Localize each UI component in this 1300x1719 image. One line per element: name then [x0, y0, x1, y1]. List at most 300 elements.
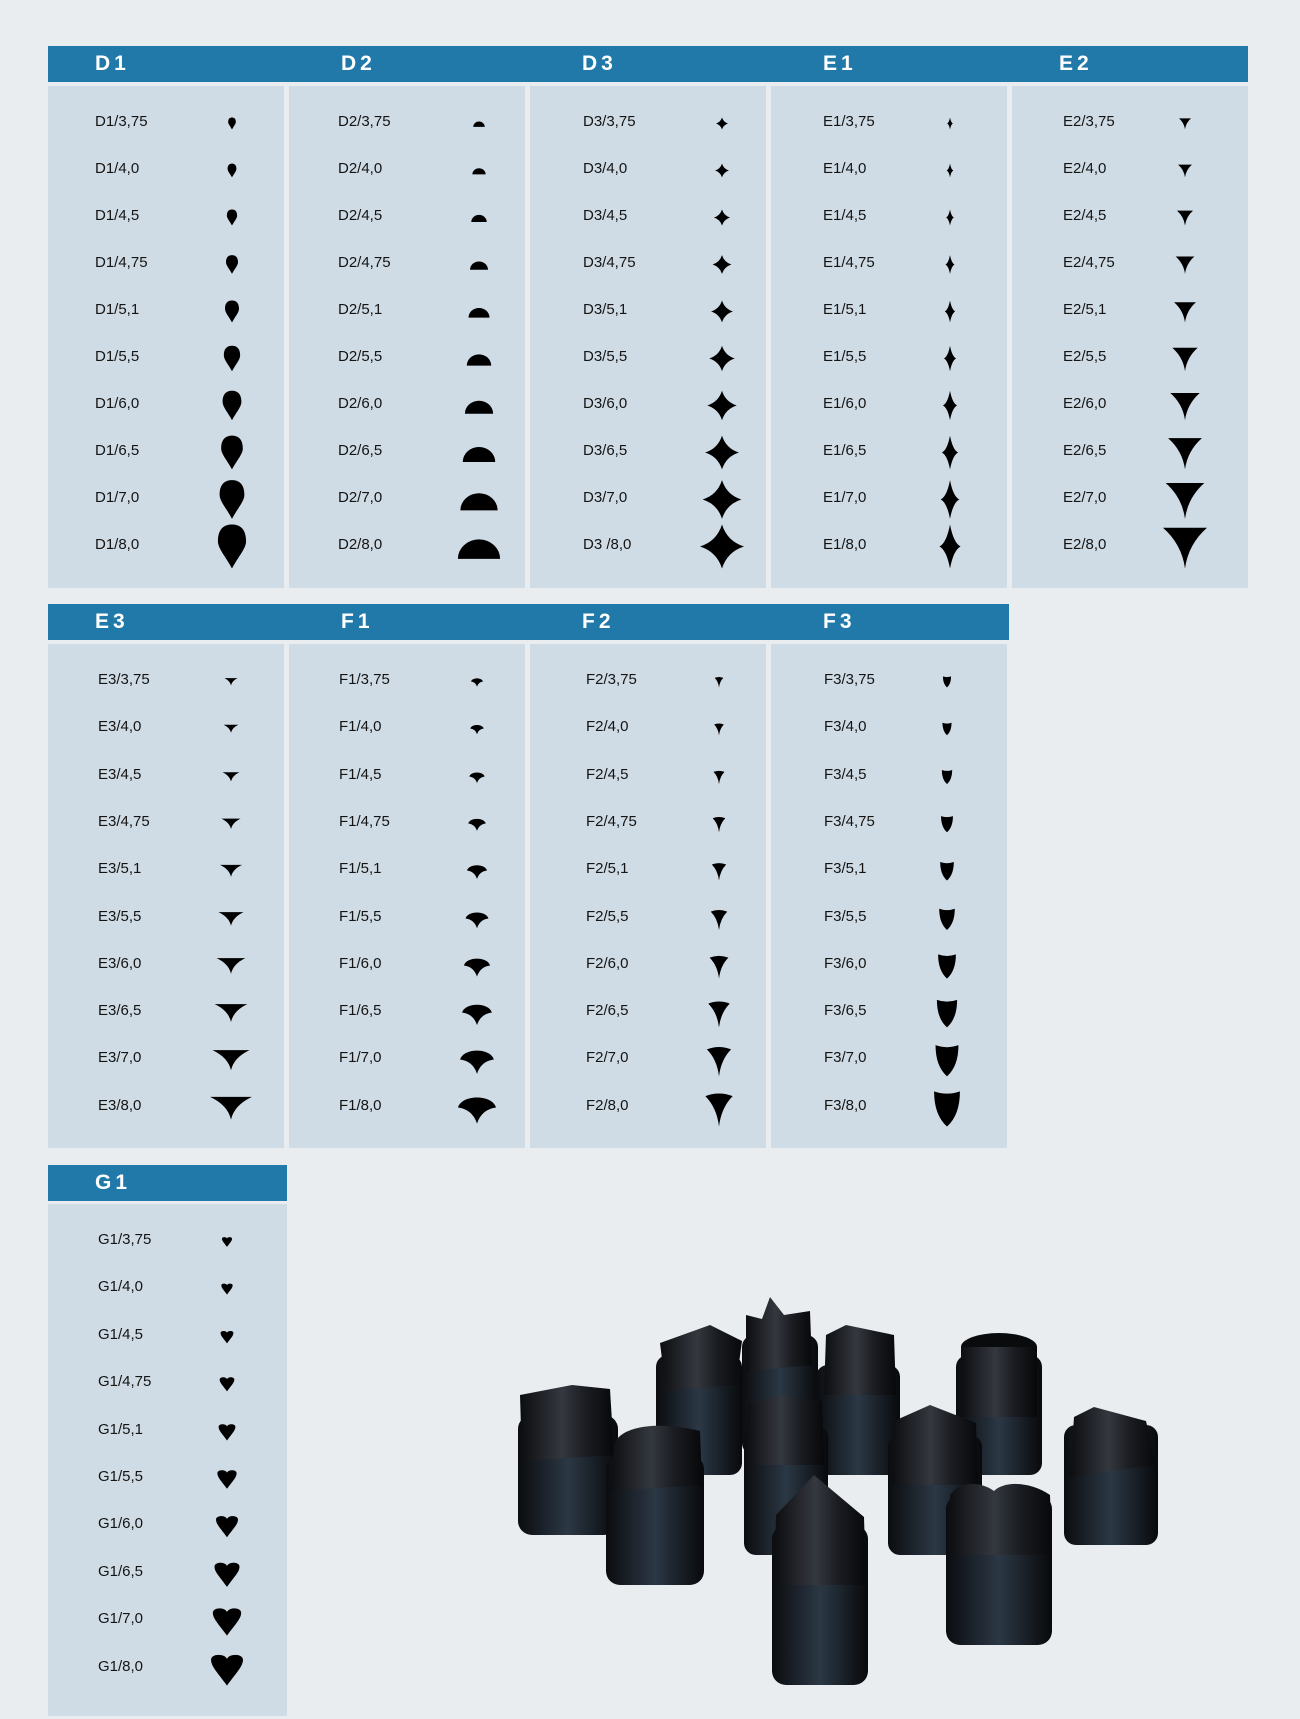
punch-code: D2/3,75 — [338, 113, 391, 130]
list-item — [1012, 194, 1248, 241]
punch-code: F3/6,5 — [824, 1002, 867, 1020]
half-circle-icon — [449, 429, 509, 476]
list-item — [48, 753, 284, 800]
teardrop-icon-shape — [225, 301, 239, 323]
list-item — [771, 147, 1007, 194]
fan-icon-shape — [466, 912, 489, 928]
group-title: D1 — [95, 52, 130, 75]
punch-code: D1/3,75 — [95, 113, 148, 130]
list-item — [771, 1084, 1007, 1131]
list-item — [771, 942, 1007, 989]
punch-code: D2/6,0 — [338, 395, 383, 412]
list-item — [48, 895, 284, 942]
punch-code: F2/7,0 — [586, 1049, 629, 1067]
punch-code: F2/4,5 — [586, 765, 629, 783]
list-item — [289, 100, 525, 147]
punch-code: D2/4,75 — [338, 254, 391, 271]
narrow-diamond-star-icon-shape — [947, 118, 953, 130]
four-point-star-icon — [692, 523, 752, 570]
punch-code: D3/5,1 — [583, 301, 628, 318]
punch-code: F2/4,0 — [586, 718, 629, 736]
shield-icon — [917, 658, 977, 705]
heart-icon-shape — [215, 1563, 240, 1587]
punch-code: E1/7,0 — [823, 489, 867, 506]
half-circle-icon-shape — [471, 215, 486, 222]
punch-code: F3/6,0 — [824, 954, 867, 972]
narrow-diamond-star-icon-shape — [947, 164, 954, 178]
wide-triangle-icon-shape — [210, 1097, 252, 1120]
list-item — [48, 1360, 284, 1407]
list-item — [1012, 523, 1248, 570]
heart-icon — [197, 1313, 257, 1360]
teardrop-icon — [202, 335, 262, 382]
concave-triangle-icon — [1155, 194, 1215, 241]
list-item — [289, 1084, 525, 1131]
narrow-diamond-star-icon-shape — [946, 209, 954, 225]
heart-icon-shape — [211, 1654, 243, 1685]
four-point-star-icon-shape — [709, 346, 734, 371]
heart-icon-shape — [222, 1237, 232, 1247]
wide-triangle-icon-shape — [217, 958, 246, 974]
list-item — [530, 753, 766, 800]
list-item — [530, 382, 766, 429]
punch-code: E1/4,5 — [823, 207, 867, 224]
heart-icon — [197, 1502, 257, 1549]
shield-icon-shape — [938, 954, 956, 978]
list-item — [289, 147, 525, 194]
half-circle-icon — [449, 476, 509, 523]
heart-icon — [197, 1265, 257, 1312]
punch-code: F2/3,75 — [586, 671, 637, 688]
heart-icon-shape — [216, 1516, 238, 1537]
concave-triangle-icon-shape — [1163, 528, 1207, 569]
list-item — [1012, 288, 1248, 335]
punch-code: F2/6,0 — [586, 954, 629, 972]
list-item — [530, 895, 766, 942]
teardrop-icon-shape — [226, 255, 238, 274]
list-item — [48, 1313, 284, 1360]
punch-dies-photo-icon — [510, 1295, 1190, 1695]
narrow-fan-icon — [689, 800, 749, 847]
list-item — [530, 429, 766, 476]
punch-code: D1/4,75 — [95, 254, 148, 271]
narrow-diamond-star-icon — [920, 147, 980, 194]
list-item — [48, 194, 284, 241]
list-item — [1012, 429, 1248, 476]
punch-code: D1/4,5 — [95, 207, 140, 224]
punch-code: G1/6,5 — [98, 1562, 144, 1580]
fan-icon-shape — [468, 819, 485, 831]
concave-triangle-icon — [1155, 523, 1215, 570]
narrow-fan-icon — [689, 658, 749, 705]
half-circle-icon — [449, 147, 509, 194]
wide-triangle-icon — [201, 800, 261, 847]
list-item — [48, 1550, 284, 1597]
teardrop-icon-shape — [224, 346, 240, 371]
concave-triangle-icon-shape — [1168, 438, 1202, 469]
group-column-f1 — [289, 644, 525, 1148]
teardrop-icon-shape — [223, 391, 242, 420]
list-item — [530, 800, 766, 847]
list-item — [530, 194, 766, 241]
half-circle-icon-shape — [470, 261, 488, 269]
list-item — [289, 382, 525, 429]
list-item — [48, 1455, 284, 1502]
punch-code: D2/5,5 — [338, 348, 383, 365]
shield-icon — [917, 895, 977, 942]
group-column-e1 — [771, 86, 1007, 588]
list-item — [48, 523, 284, 570]
group-header-e2 — [1012, 46, 1248, 82]
list-item — [771, 523, 1007, 570]
teardrop-icon — [202, 382, 262, 429]
heart-icon — [197, 1597, 257, 1644]
teardrop-icon-shape — [227, 209, 237, 225]
shield-icon-shape — [936, 1046, 959, 1077]
wide-triangle-icon — [201, 942, 261, 989]
half-circle-icon — [449, 382, 509, 429]
four-point-star-icon — [692, 288, 752, 335]
narrow-diamond-star-icon — [920, 523, 980, 570]
four-point-star-icon — [692, 382, 752, 429]
teardrop-icon-shape — [228, 118, 236, 130]
list-item — [289, 335, 525, 382]
group-title: F3 — [823, 610, 856, 633]
list-item — [48, 429, 284, 476]
wide-triangle-icon-shape — [220, 865, 242, 877]
list-item — [530, 335, 766, 382]
concave-triangle-icon-shape — [1176, 257, 1195, 274]
punch-code: E2/6,5 — [1063, 442, 1107, 459]
list-item — [771, 288, 1007, 335]
list-item — [289, 705, 525, 752]
list-item — [289, 241, 525, 288]
punch-code: D3/4,0 — [583, 160, 628, 177]
wide-triangle-icon — [201, 658, 261, 705]
wide-triangle-icon — [201, 847, 261, 894]
list-item — [1012, 100, 1248, 147]
list-item — [48, 241, 284, 288]
heart-icon-shape — [213, 1609, 241, 1636]
list-item — [48, 942, 284, 989]
group-column-e2 — [1012, 86, 1248, 588]
four-point-star-icon-shape — [714, 209, 730, 225]
group-header-f1 — [294, 604, 535, 640]
heart-icon-shape — [221, 1331, 234, 1343]
list-item — [1012, 335, 1248, 382]
narrow-fan-icon — [689, 705, 749, 752]
punch-code: E1/5,5 — [823, 348, 867, 365]
group-column-d2 — [289, 86, 525, 588]
four-point-star-icon-shape — [711, 301, 733, 323]
list-item — [771, 705, 1007, 752]
half-circle-icon — [449, 288, 509, 335]
punch-code: E2/5,5 — [1063, 348, 1107, 365]
punch-code: E1/5,1 — [823, 301, 867, 318]
half-circle-icon-shape — [473, 122, 485, 127]
list-item — [771, 335, 1007, 382]
narrow-fan-icon — [689, 895, 749, 942]
punch-code: D1/4,0 — [95, 160, 140, 177]
list-item — [48, 335, 284, 382]
fan-icon — [447, 658, 507, 705]
group-column-f2 — [530, 644, 766, 1148]
punch-code: E3/7,0 — [98, 1049, 142, 1067]
punch-code: D3/6,0 — [583, 395, 628, 412]
fan-icon — [447, 942, 507, 989]
punch-code: D1/6,0 — [95, 395, 140, 412]
punch-code: F1/5,5 — [339, 907, 382, 925]
list-item — [771, 753, 1007, 800]
punch-code: D3/3,75 — [583, 113, 636, 130]
shield-icon — [917, 989, 977, 1036]
list-item — [48, 658, 284, 705]
punch-code: F3/3,75 — [824, 671, 875, 688]
punch-code: D2/7,0 — [338, 489, 383, 506]
punch-code: F2/8,0 — [586, 1096, 629, 1114]
group-column-d1 — [48, 86, 284, 588]
shield-icon-shape — [940, 862, 954, 881]
punch-code: G1/4,75 — [98, 1373, 152, 1391]
concave-triangle-icon-shape — [1166, 483, 1205, 519]
shield-icon — [917, 800, 977, 847]
half-circle-icon — [449, 100, 509, 147]
list-item — [289, 942, 525, 989]
list-item — [1012, 382, 1248, 429]
list-item — [530, 147, 766, 194]
fan-icon-shape — [462, 1005, 492, 1025]
list-item — [530, 658, 766, 705]
punch-code: F1/3,75 — [339, 671, 390, 688]
wide-triangle-icon-shape — [218, 912, 243, 926]
list-item — [771, 658, 1007, 705]
list-item — [1012, 241, 1248, 288]
punch-code: D1/5,5 — [95, 348, 140, 365]
narrow-diamond-star-icon-shape — [945, 301, 956, 323]
list-item — [289, 1036, 525, 1083]
list-item — [771, 895, 1007, 942]
wide-triangle-icon — [201, 753, 261, 800]
punch-code: D3/4,75 — [583, 254, 636, 271]
punch-code: E3/3,75 — [98, 671, 150, 688]
list-item — [289, 658, 525, 705]
punch-code: E3/4,75 — [98, 812, 150, 830]
header-bar-row2 — [48, 604, 1009, 640]
punch-code: D3/5,5 — [583, 348, 628, 365]
list-item — [530, 1084, 766, 1131]
narrow-fan-icon-shape — [712, 863, 726, 880]
punch-code: E3/6,5 — [98, 1002, 142, 1020]
fan-icon — [447, 705, 507, 752]
teardrop-icon — [202, 100, 262, 147]
wide-triangle-icon — [201, 705, 261, 752]
punch-code: D1/5,1 — [95, 301, 140, 318]
four-point-star-icon-shape — [700, 525, 744, 569]
punch-code: F2/6,5 — [586, 1002, 629, 1020]
four-point-star-icon-shape — [705, 436, 739, 470]
punch-code: E3/6,0 — [98, 954, 142, 972]
punch-code: F1/4,5 — [339, 765, 382, 783]
list-item — [771, 382, 1007, 429]
list-item — [48, 100, 284, 147]
wide-triangle-icon — [201, 895, 261, 942]
narrow-fan-icon-shape — [713, 770, 724, 783]
fan-icon — [447, 1036, 507, 1083]
teardrop-icon-shape — [218, 525, 246, 569]
punch-code: E3/4,0 — [98, 718, 142, 736]
list-item — [48, 1218, 284, 1265]
narrow-fan-icon — [689, 847, 749, 894]
shield-icon-shape — [941, 816, 953, 832]
punch-code: F3/4,0 — [824, 718, 867, 736]
four-point-star-icon-shape — [716, 118, 728, 130]
punch-code: E3/8,0 — [98, 1096, 142, 1114]
group-title: F1 — [341, 610, 374, 633]
teardrop-icon-shape — [228, 164, 237, 178]
punch-code: E3/5,5 — [98, 907, 142, 925]
wide-triangle-icon-shape — [224, 678, 237, 685]
shield-icon — [917, 1036, 977, 1083]
group-title: E2 — [1059, 52, 1093, 75]
narrow-diamond-star-icon-shape — [945, 255, 954, 274]
punch-code: G1/5,5 — [98, 1468, 144, 1485]
list-item — [48, 382, 284, 429]
narrow-fan-icon-shape — [710, 956, 729, 979]
narrow-diamond-star-icon-shape — [939, 525, 960, 569]
fan-icon — [447, 800, 507, 847]
concave-triangle-icon-shape — [1177, 211, 1193, 226]
punch-code: F1/4,75 — [339, 812, 390, 830]
list-item — [530, 241, 766, 288]
list-item — [48, 1408, 284, 1455]
list-item — [289, 194, 525, 241]
heart-icon — [197, 1645, 257, 1692]
punch-code: F3/7,0 — [824, 1049, 867, 1067]
list-item — [48, 1265, 284, 1312]
list-item — [289, 989, 525, 1036]
list-item — [771, 800, 1007, 847]
wide-triangle-icon-shape — [223, 772, 240, 781]
concave-triangle-icon — [1155, 241, 1215, 288]
fan-icon-shape — [460, 1051, 494, 1074]
concave-triangle-icon — [1155, 147, 1215, 194]
narrow-fan-icon — [689, 942, 749, 989]
punch-code: D1/8,0 — [95, 536, 140, 553]
heart-icon — [197, 1218, 257, 1265]
list-item — [771, 100, 1007, 147]
group-header-d2 — [294, 46, 535, 82]
punch-code: G1/7,0 — [98, 1610, 144, 1628]
punch-code: E2/7,0 — [1063, 489, 1107, 506]
punch-code: G1/3,75 — [98, 1231, 152, 1248]
fan-icon-shape — [467, 865, 487, 879]
group-header-d1 — [48, 46, 294, 82]
narrow-diamond-star-icon — [920, 476, 980, 523]
half-circle-icon-shape — [467, 354, 491, 365]
punch-code: F1/4,0 — [339, 718, 382, 736]
narrow-diamond-star-icon — [920, 382, 980, 429]
shield-icon — [917, 705, 977, 752]
list-item — [771, 194, 1007, 241]
narrow-fan-icon-shape — [713, 817, 726, 832]
list-item — [289, 895, 525, 942]
punch-code: F2/5,5 — [586, 907, 629, 925]
list-item — [530, 523, 766, 570]
group-column-d3 — [530, 86, 766, 588]
wide-triangle-icon-shape — [224, 725, 239, 733]
list-item — [289, 476, 525, 523]
punch-code: D2/4,5 — [338, 207, 383, 224]
group-header-e1 — [776, 46, 1012, 82]
list-item — [1012, 476, 1248, 523]
group-title: D2 — [341, 52, 376, 75]
list-item — [771, 241, 1007, 288]
list-item — [48, 847, 284, 894]
list-item — [289, 800, 525, 847]
group-title: F2 — [582, 610, 615, 633]
punch-code: F3/4,75 — [824, 812, 875, 830]
punch-code: D1/6,5 — [95, 442, 140, 459]
punch-code: D2/5,1 — [338, 301, 383, 318]
narrow-fan-icon — [689, 1084, 749, 1131]
group-header-d3 — [535, 46, 776, 82]
punch-code: D3/7,0 — [583, 489, 628, 506]
punch-code: E2/4,75 — [1063, 254, 1115, 271]
half-circle-icon — [449, 194, 509, 241]
heart-icon-shape — [219, 1424, 236, 1440]
four-point-star-icon — [692, 476, 752, 523]
wide-triangle-icon — [201, 1084, 261, 1131]
teardrop-icon — [202, 147, 262, 194]
shield-icon — [917, 942, 977, 989]
list-item — [771, 989, 1007, 1036]
columns-row3 — [48, 1204, 287, 1716]
list-item — [48, 1084, 284, 1131]
punch-code: E2/4,0 — [1063, 160, 1107, 177]
half-circle-icon-shape — [468, 308, 489, 318]
heart-icon — [197, 1408, 257, 1455]
four-point-star-icon — [692, 194, 752, 241]
group-column-g1 — [48, 1204, 287, 1716]
list-item — [771, 429, 1007, 476]
concave-triangle-icon — [1155, 429, 1215, 476]
group-title: E1 — [823, 52, 857, 75]
wide-triangle-icon-shape — [221, 818, 240, 828]
four-point-star-icon — [692, 429, 752, 476]
punch-code: E2/4,5 — [1063, 207, 1107, 224]
fan-icon-shape — [469, 772, 484, 783]
group-header-g1 — [48, 1165, 287, 1201]
punch-code: G1/8,0 — [98, 1657, 144, 1675]
four-point-star-icon — [692, 335, 752, 382]
fan-icon — [447, 753, 507, 800]
list-item — [289, 753, 525, 800]
list-item — [289, 429, 525, 476]
narrow-diamond-star-icon — [920, 288, 980, 335]
punch-code: F1/6,5 — [339, 1002, 382, 1020]
punch-code: G1/4,0 — [98, 1278, 144, 1296]
punch-code: F2/5,1 — [586, 860, 629, 878]
list-item — [530, 989, 766, 1036]
heart-icon — [197, 1455, 257, 1502]
concave-triangle-icon — [1155, 288, 1215, 335]
narrow-diamond-star-icon — [920, 194, 980, 241]
shield-icon — [917, 847, 977, 894]
half-circle-icon-shape — [465, 401, 493, 414]
narrow-fan-icon-shape — [711, 910, 727, 930]
punch-code: D1/7,0 — [95, 489, 140, 506]
columns-row1 — [48, 86, 1248, 588]
